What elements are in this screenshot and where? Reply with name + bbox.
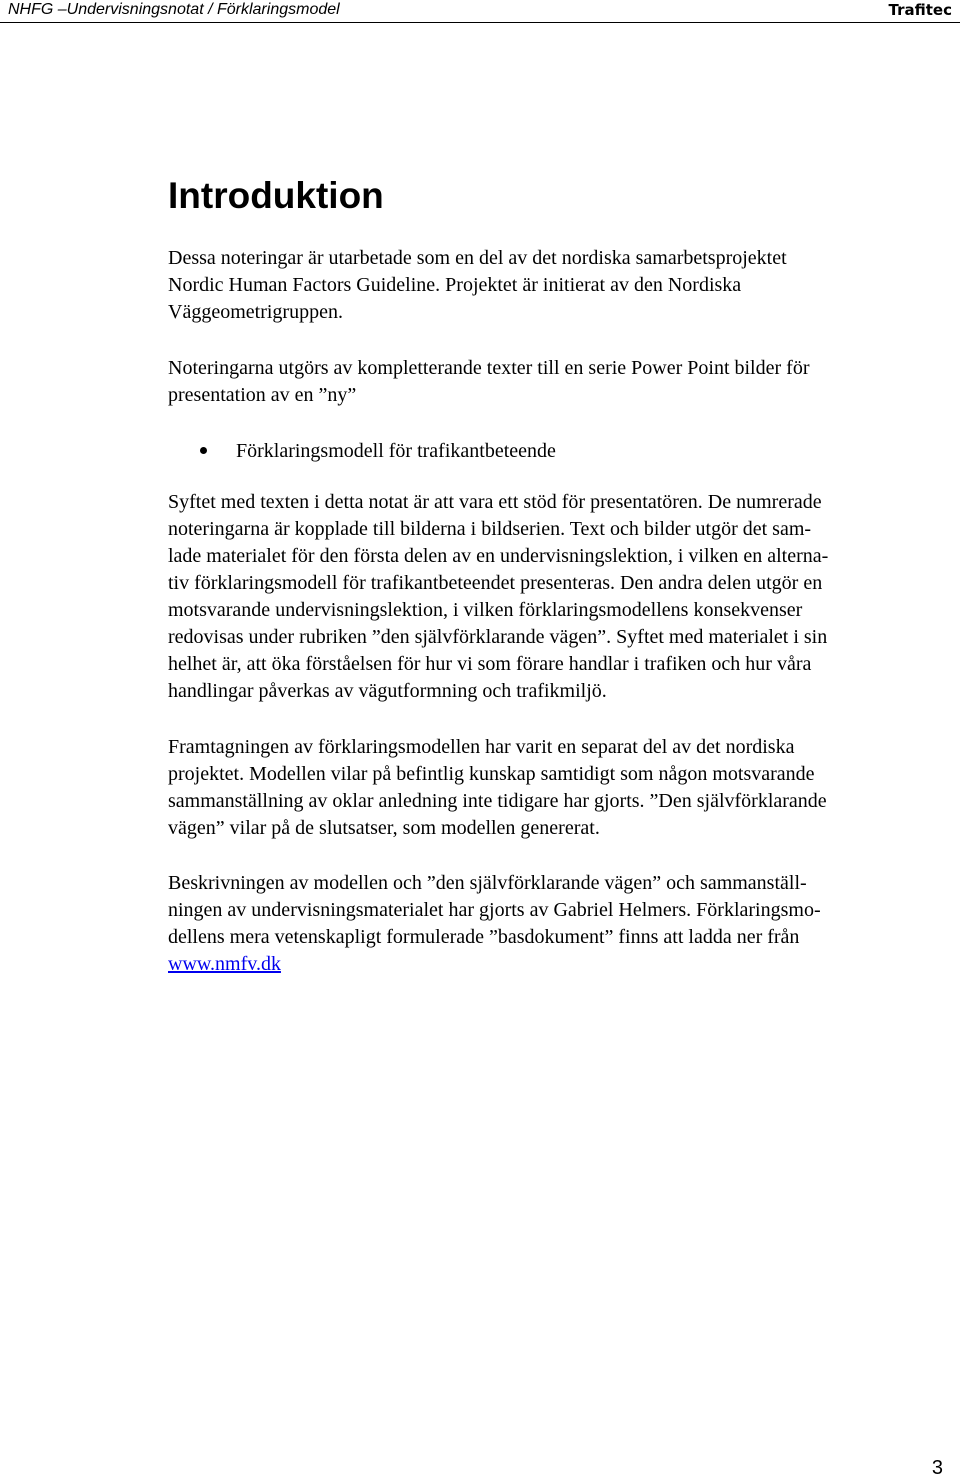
text-line: noteringarna är kopplade till bilderna i bildserien. Text och bilder utgör det sam- (168, 518, 812, 540)
text-line: ningen av undervisningsmaterialet har gjorts av Gabriel Helmers. Förklaringsmo- (168, 899, 821, 921)
text-line: Noteringarna utgörs av kompletterande texter till en serie Power Point bilder för (168, 357, 810, 379)
page-header (0, 0, 960, 23)
text-line: sammanställning av oklar anledning inte tidigare har gjorts. ”Den självförklarande (168, 790, 827, 812)
text-line: Framtagningen av förklaringsmodellen har varit en separat del av det nordiska (168, 736, 795, 758)
text-line: Syftet med texten i detta notat är att vara ett stöd för presentatören. De numrerade (168, 491, 822, 513)
header-company-name: Trafitec (888, 1, 952, 19)
page-title: Introduktion (168, 175, 384, 216)
text-line: presentation av en ”ny” (168, 384, 357, 406)
text-line: tiv förklaringsmodell för trafikantbeteendet presenteras. Den andra delen utgör en (168, 572, 823, 594)
text-line: handlingar påverkas av vägutformning och trafikmiljö. (168, 680, 607, 702)
text-line: Nordic Human Factors Guideline. Projektet är initierat av den Nordiska (168, 274, 742, 296)
text-line: projektet. Modellen vilar på befintlig kunskap samtidigt som någon motsvarande (168, 763, 815, 785)
page-number: 3 (931, 1457, 943, 1479)
website-link[interactable]: www.nmfv.dk (168, 953, 281, 975)
bullet-icon (200, 447, 207, 454)
bullet-list-item (200, 438, 556, 465)
text-line: motsvarande undervisningslektion, i vilken förklaringsmodellens konsekvenser (168, 599, 803, 621)
text-line: helhet är, att öka förståelsen för hur vi som förare handlar i trafiken och hur våra (168, 653, 812, 675)
text-line: Beskrivningen av modellen och ”den självförklarande vägen” och sammanställ- (168, 872, 807, 894)
text-line: Väggeometrigruppen. (168, 301, 343, 323)
text-line: vägen” vilar på de slutsatser, som modellen genererat. (168, 817, 600, 839)
paragraph-development (168, 734, 948, 842)
bullet-text: Förklaringsmodell för trafikantbeteende (236, 440, 556, 462)
paragraph-credits (168, 870, 948, 978)
text-line: Dessa noteringar är utarbetade som en del av det nordiska samarbetsprojektet (168, 247, 787, 269)
text-line: dellens mera vetenskapligt formulerade ”basdokument” finns att ladda ner från (168, 926, 800, 948)
text-line: redovisas under rubriken ”den självförklarande vägen”. Syftet med materialet i sin (168, 626, 828, 648)
paragraph-purpose (168, 489, 948, 705)
paragraph-notes (168, 355, 948, 409)
text-line: lade materialet för den första delen av en undervisningslektion, i vilken en alterna- (168, 545, 829, 567)
header-document-title: NHFG –Undervisningsnotat / Förklaringsmodel (8, 1, 340, 18)
paragraph-intro (168, 245, 948, 326)
